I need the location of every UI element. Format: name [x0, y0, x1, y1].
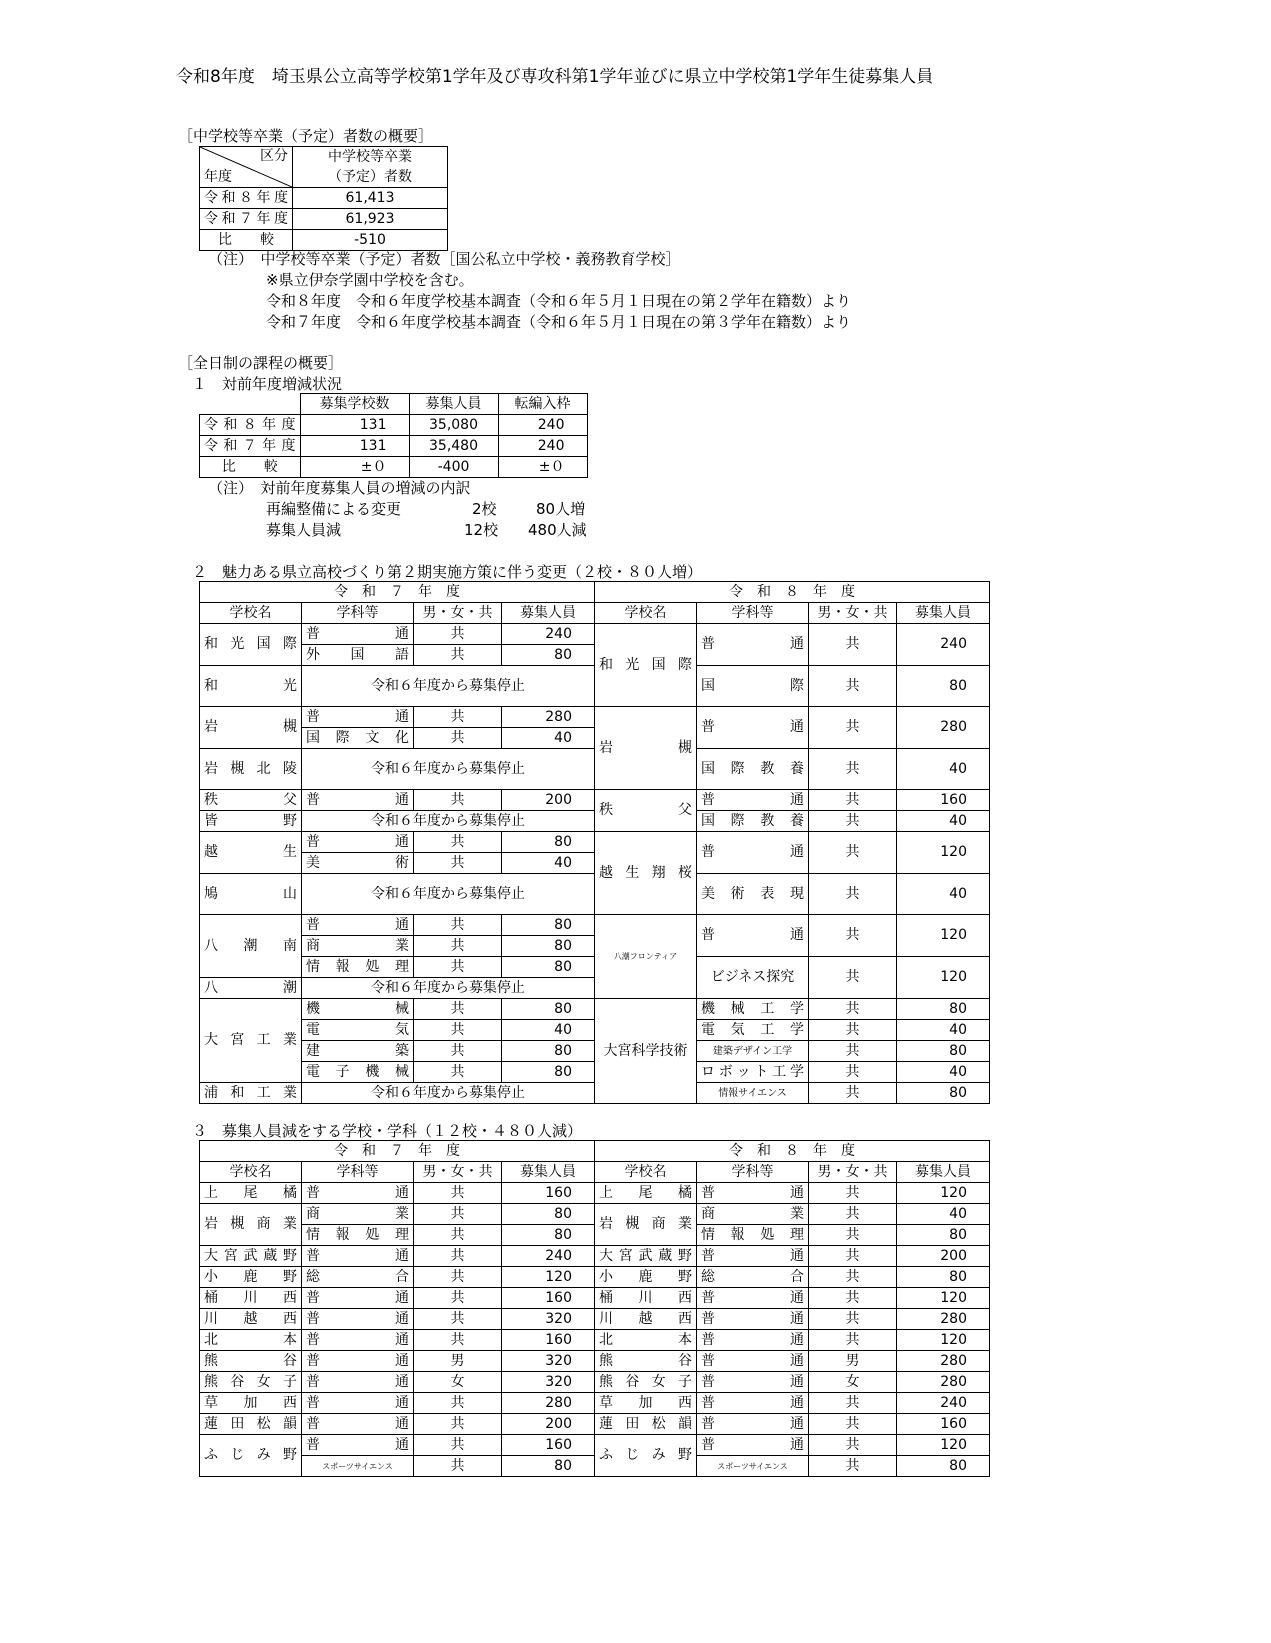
capacity: 120 [897, 1330, 990, 1351]
sex: 共 [414, 707, 502, 728]
sex: 共 [414, 1204, 502, 1225]
dept: 普通 [697, 1330, 809, 1351]
school-name: 皆野 [200, 811, 302, 832]
school-name: 大宮科学技術 [595, 999, 697, 1104]
reduction-table [199, 1140, 990, 1477]
dept: 普通 [697, 1288, 809, 1309]
sex: 共 [414, 957, 502, 978]
header-dept: 学科等 [302, 603, 414, 624]
dept: 美術 [302, 853, 414, 874]
school-name: 岩槻 [200, 707, 302, 749]
dept: 普通 [302, 624, 414, 645]
capacity: 40 [502, 853, 595, 874]
dept: 商業 [697, 1204, 809, 1225]
school-name: 越生翔桜 [595, 832, 697, 915]
capacity: 40 [897, 749, 990, 790]
dept: 普通 [697, 790, 809, 811]
dept: 普通 [302, 1351, 414, 1372]
capacity: 80 [897, 1456, 990, 1477]
table-row [200, 1372, 990, 1393]
capacity: 120 [502, 1267, 595, 1288]
school-name: 浦和工業 [200, 1083, 302, 1104]
capacity: 120 [897, 832, 990, 874]
capacity: 280 [897, 1372, 990, 1393]
capacity: 280 [502, 707, 595, 728]
header-sex: 男・女・共 [414, 603, 502, 624]
school-name: 秩父 [200, 790, 302, 811]
capacity: 240 [897, 1393, 990, 1414]
capacity: 80 [897, 666, 990, 707]
capacity: 80 [897, 1267, 990, 1288]
sex: 共 [809, 790, 897, 811]
capacity: 40 [897, 1020, 990, 1041]
school-name: 桶川西 [200, 1288, 302, 1309]
dept: 外国語 [302, 645, 414, 666]
sex: 共 [809, 1020, 897, 1041]
school-name: 川越西 [200, 1309, 302, 1330]
capacity: 200 [502, 1414, 595, 1435]
dept: 国際教養 [697, 811, 809, 832]
sex: 共 [809, 1330, 897, 1351]
capacity: 280 [502, 1393, 595, 1414]
capacity: 320 [502, 1372, 595, 1393]
sex: 共 [414, 1288, 502, 1309]
header-sex: 男・女・共 [809, 603, 897, 624]
dept: 普通 [697, 1246, 809, 1267]
capacity: 160 [502, 1435, 595, 1456]
capacity-value: 35,080 [409, 415, 498, 436]
table-row [200, 1246, 990, 1267]
capacity: 160 [897, 1414, 990, 1435]
stopped-note: 令和６年度から募集停止 [302, 749, 595, 790]
row-label: 令和７年度 [200, 436, 301, 457]
row-label: 令和７年度 [200, 209, 293, 230]
capacity-value: 35,480 [409, 436, 498, 457]
header-school: 学校名 [200, 1162, 302, 1183]
school-name: 大宮武蔵野 [200, 1246, 302, 1267]
capacity: 320 [502, 1351, 595, 1372]
dept: 普通 [697, 1309, 809, 1330]
header-sex: 男・女・共 [414, 1162, 502, 1183]
sex: 共 [809, 1225, 897, 1246]
school-name: 小鹿野 [200, 1267, 302, 1288]
sex: 共 [809, 1204, 897, 1225]
capacity: 80 [502, 999, 595, 1020]
table-row [200, 1414, 990, 1435]
sex: 共 [809, 1435, 897, 1456]
sex: 共 [809, 666, 897, 707]
school-name: 北本 [200, 1330, 302, 1351]
sex: 共 [414, 915, 502, 936]
header-transfer: 転編入枠 [498, 394, 587, 415]
dept: 普通 [697, 1414, 809, 1435]
section-2-heading: ２ 魅力ある県立高校づくり第２期実施方策に伴う変更（２校・８０人増） [192, 563, 703, 581]
sex: 共 [809, 1183, 897, 1204]
sex: 共 [809, 1041, 897, 1062]
dept: 普通 [302, 1372, 414, 1393]
sex: 共 [809, 1393, 897, 1414]
sex: 共 [809, 1062, 897, 1083]
sex: 共 [809, 999, 897, 1020]
dept: 普通 [302, 1414, 414, 1435]
row-value: 61,923 [293, 209, 448, 230]
sex: 共 [809, 874, 897, 915]
dept: 普通 [697, 1372, 809, 1393]
sex: 共 [809, 1267, 897, 1288]
table-row [200, 1393, 990, 1414]
note-line: （注） 対前年度募集人員の増減の内訳 [208, 479, 471, 497]
note-label: 再編整備による変更 [266, 500, 402, 518]
sex: 共 [809, 811, 897, 832]
dept: 普通 [697, 915, 809, 957]
capacity: 240 [502, 1246, 595, 1267]
sex: 共 [414, 1393, 502, 1414]
school-name: 和光国際 [200, 624, 302, 666]
dept: 総合 [697, 1267, 809, 1288]
dept: 機械 [302, 999, 414, 1020]
sex: 共 [414, 1225, 502, 1246]
capacity: 40 [897, 1204, 990, 1225]
sex: 共 [809, 1309, 897, 1330]
school-name: 八潮 [200, 978, 302, 999]
capacity-value: -400 [409, 457, 498, 478]
school-name: 岩槻 [595, 707, 697, 790]
dept: 国際 [697, 666, 809, 707]
capacity: 80 [502, 1456, 595, 1477]
dept: 普通 [302, 915, 414, 936]
header-nendo: 年度 [204, 169, 232, 185]
capacity: 80 [897, 1041, 990, 1062]
capacity: 280 [897, 707, 990, 749]
dept: 商業 [302, 936, 414, 957]
note-line: （注） 中学校等卒業（予定）者数［国公私立中学校・義務教育学校］ [208, 250, 681, 268]
header-dept: 学科等 [302, 1162, 414, 1183]
row-value: -510 [293, 230, 448, 251]
empty-cell [200, 394, 301, 415]
dept: ロボット工学 [697, 1062, 809, 1083]
school-name: 秩父 [595, 790, 697, 832]
capacity: 40 [502, 728, 595, 749]
fulltime-table [199, 393, 588, 478]
note-count: 480人減 [528, 521, 587, 539]
school-name: 八潮南 [200, 915, 302, 978]
header-schools: 募集学校数 [300, 394, 409, 415]
school-name: 熊谷女子 [595, 1372, 697, 1393]
school-name: 北本 [595, 1330, 697, 1351]
sex: 共 [809, 1288, 897, 1309]
dept: 電気工学 [697, 1020, 809, 1041]
sex: 共 [414, 1041, 502, 1062]
capacity: 40 [897, 874, 990, 915]
dept: 普通 [302, 1309, 414, 1330]
sex: 共 [809, 1414, 897, 1435]
school-name: 上尾橘 [595, 1183, 697, 1204]
graduates-heading: ［中学校等卒業（予定）者数の概要］ [178, 127, 434, 145]
school-name: 小鹿野 [595, 1267, 697, 1288]
sex: 共 [414, 1183, 502, 1204]
header-school: 学校名 [595, 1162, 697, 1183]
sex: 共 [809, 915, 897, 957]
table-row [200, 1330, 990, 1351]
school-name: 大宮武蔵野 [595, 1246, 697, 1267]
capacity: 80 [897, 1083, 990, 1104]
row-label: 令和８年度 [200, 188, 293, 209]
school-name: 和光 [200, 666, 302, 707]
school-name: 八潮フロンティア [595, 915, 697, 999]
table-row [200, 1183, 990, 1204]
sex: 共 [809, 957, 897, 999]
capacity: 280 [897, 1351, 990, 1372]
capacity: 120 [897, 915, 990, 957]
capacity: 80 [502, 1062, 595, 1083]
school-name: ふじみ野 [200, 1435, 302, 1477]
capacity: 280 [897, 1309, 990, 1330]
dept: 建築デザイン工学 [697, 1041, 809, 1062]
header-school: 学校名 [200, 603, 302, 624]
sex: 共 [414, 1435, 502, 1456]
dept: 普通 [302, 1246, 414, 1267]
row-label: 比 較 [200, 230, 293, 251]
capacity: 80 [897, 1225, 990, 1246]
school-name: 熊谷 [200, 1351, 302, 1372]
sex: 共 [414, 645, 502, 666]
sex: 共 [809, 1456, 897, 1477]
header-kubun: 区分 [260, 148, 288, 164]
capacity: 80 [502, 957, 595, 978]
dept: 普通 [302, 1183, 414, 1204]
stopped-note: 令和６年度から募集停止 [302, 874, 595, 915]
header-capacity: 募集人員 [897, 603, 990, 624]
school-name: 鳩山 [200, 874, 302, 915]
header-graduates: 中学校等卒業 （予定）者数 [293, 147, 448, 188]
row-value: 61,413 [293, 188, 448, 209]
r7-header: 令 和 ７ 年 度 [200, 582, 595, 603]
capacity: 320 [502, 1309, 595, 1330]
dept: 情報処理 [302, 1225, 414, 1246]
capacity: 80 [502, 645, 595, 666]
note-label: 募集人員減 [266, 521, 342, 539]
reduction-table-body [200, 1183, 990, 1477]
fulltime-heading: ［全日制の課程の概要］ [178, 354, 344, 372]
section-3-heading: ３ 募集人員減をする学校・学科（１２校・４８０人減） [192, 1122, 583, 1140]
sex: 共 [414, 624, 502, 645]
note-line: 令和７年度 令和６年度学校基本調査（令和６年５月１日現在の第３学年在籍数）より [266, 313, 852, 331]
school-name: 岩槻北陵 [200, 749, 302, 790]
dept: スポーツサイエンス [697, 1456, 809, 1477]
sex: 共 [414, 999, 502, 1020]
graduates-table [199, 146, 448, 251]
diagonal-header-cell [200, 147, 293, 188]
sex: 共 [414, 1330, 502, 1351]
school-name: 蓮田松韻 [595, 1414, 697, 1435]
dept: 商業 [302, 1204, 414, 1225]
capacity: 160 [502, 1183, 595, 1204]
capacity: 80 [502, 1204, 595, 1225]
header-capacity: 募集人員 [502, 1162, 595, 1183]
header-school: 学校名 [595, 603, 697, 624]
note-line: ※県立伊奈学園中学校を含む。 [266, 271, 474, 289]
stopped-note: 令和６年度から募集停止 [302, 1083, 595, 1104]
capacity: 80 [502, 915, 595, 936]
row-label: 令和８年度 [200, 415, 301, 436]
note-schools: 12校 [464, 521, 499, 539]
table-row [200, 1288, 990, 1309]
sex: 女 [414, 1372, 502, 1393]
capacity: 40 [897, 1062, 990, 1083]
dept: 普通 [302, 1330, 414, 1351]
dept: 情報処理 [302, 957, 414, 978]
capacity: 160 [502, 1288, 595, 1309]
capacity: 80 [502, 1041, 595, 1062]
schools-value: 131 [300, 436, 409, 457]
dept: 電子機械 [302, 1062, 414, 1083]
school-name: 熊谷 [595, 1351, 697, 1372]
dept: 普通 [302, 790, 414, 811]
capacity: 40 [897, 811, 990, 832]
table-row [200, 1435, 990, 1456]
schools-value: ±０ [300, 457, 409, 478]
capacity: 200 [897, 1246, 990, 1267]
header-capacity: 募集人員 [409, 394, 498, 415]
school-name: 草加西 [595, 1393, 697, 1414]
dept: 普通 [697, 624, 809, 666]
sex: 共 [809, 749, 897, 790]
dept: 建築 [302, 1041, 414, 1062]
capacity: 240 [897, 624, 990, 666]
dept: 総合 [302, 1267, 414, 1288]
school-name: 草加西 [200, 1393, 302, 1414]
capacity: 160 [502, 1330, 595, 1351]
dept: 機械工学 [697, 999, 809, 1020]
sex: 男 [809, 1351, 897, 1372]
sex: 共 [809, 707, 897, 749]
r8-header: 令 和 ８ 年 度 [595, 582, 990, 603]
table-row [200, 1267, 990, 1288]
dept: 電気 [302, 1020, 414, 1041]
header-dept: 学科等 [697, 1162, 809, 1183]
dept: 普通 [697, 1435, 809, 1456]
dept: 普通 [302, 1435, 414, 1456]
sex: 共 [809, 832, 897, 874]
row-label: 比 較 [200, 457, 301, 478]
capacity: 120 [897, 1435, 990, 1456]
section-1-heading: １ 対前年度増減状況 [192, 375, 343, 393]
dept: スポーツサイエンス [302, 1456, 414, 1477]
sex: 共 [809, 1246, 897, 1267]
note-line: 令和８年度 令和６年度学校基本調査（令和６年５月１日現在の第２学年在籍数）より [266, 292, 852, 310]
sex: 共 [414, 1309, 502, 1330]
school-name: 桶川西 [595, 1288, 697, 1309]
schools-value: 131 [300, 415, 409, 436]
capacity: 200 [502, 790, 595, 811]
note-schools: 2校 [472, 500, 497, 518]
sex: 共 [809, 624, 897, 666]
sex: 共 [414, 1020, 502, 1041]
table-row [200, 1309, 990, 1330]
header-capacity: 募集人員 [502, 603, 595, 624]
school-name: 岩槻商業 [200, 1204, 302, 1246]
stopped-note: 令和６年度から募集停止 [302, 666, 595, 707]
school-name: 和光国際 [595, 624, 697, 707]
dept: 普通 [697, 1351, 809, 1372]
capacity: 120 [897, 957, 990, 999]
header-capacity: 募集人員 [897, 1162, 990, 1183]
sex: 共 [414, 1246, 502, 1267]
sex: 共 [414, 790, 502, 811]
capacity: 80 [502, 1225, 595, 1246]
dept: 普通 [697, 1393, 809, 1414]
sex: 共 [414, 1267, 502, 1288]
transfer-value: ±０ [498, 457, 587, 478]
header-sex: 男・女・共 [809, 1162, 897, 1183]
dept: 美術表現 [697, 874, 809, 915]
capacity: 80 [502, 832, 595, 853]
capacity: 80 [502, 936, 595, 957]
dept: 普通 [697, 832, 809, 874]
transfer-value: 240 [498, 415, 587, 436]
dept: 普通 [302, 1393, 414, 1414]
page-title: 令和8年度 埼玉県公立高等学校第1学年及び専攻科第1学年並びに県立中学校第1学年生徒募集人員 [176, 67, 934, 87]
dept: 情報処理 [697, 1225, 809, 1246]
school-name: 岩槻商業 [595, 1204, 697, 1246]
stopped-note: 令和６年度から募集停止 [302, 978, 595, 999]
table-row [200, 1351, 990, 1372]
school-name: 上尾橘 [200, 1183, 302, 1204]
sex: 女 [809, 1372, 897, 1393]
capacity: 120 [897, 1183, 990, 1204]
sex: 共 [414, 832, 502, 853]
table-row [200, 1204, 990, 1225]
capacity: 120 [897, 1288, 990, 1309]
dept: 国際教養 [697, 749, 809, 790]
sex: 共 [414, 936, 502, 957]
header-dept: 学科等 [697, 603, 809, 624]
school-name: 熊谷女子 [200, 1372, 302, 1393]
school-name: 越生 [200, 832, 302, 874]
school-name: 蓮田松韻 [200, 1414, 302, 1435]
dept: 普通 [302, 707, 414, 728]
school-name: 大宮工業 [200, 999, 302, 1083]
school-name: 川越西 [595, 1309, 697, 1330]
dept: 普通 [302, 832, 414, 853]
sex: 共 [414, 1456, 502, 1477]
dept: 情報サイエンス [697, 1083, 809, 1104]
r8-header: 令 和 ８ 年 度 [595, 1141, 990, 1162]
sex: 男 [414, 1351, 502, 1372]
dept: 普通 [697, 1183, 809, 1204]
note-count: 80人増 [536, 500, 586, 518]
dept: 普通 [302, 1288, 414, 1309]
sex: 共 [414, 728, 502, 749]
sex: 共 [414, 1414, 502, 1435]
capacity: 80 [897, 999, 990, 1020]
sex: 共 [414, 1062, 502, 1083]
capacity: 40 [502, 1020, 595, 1041]
capacity: 240 [502, 624, 595, 645]
r7-header: 令 和 ７ 年 度 [200, 1141, 595, 1162]
dept: 国際文化 [302, 728, 414, 749]
stopped-note: 令和６年度から募集停止 [302, 811, 595, 832]
sex: 共 [414, 853, 502, 874]
dept: ビジネス探究 [697, 957, 809, 999]
transfer-value: 240 [498, 436, 587, 457]
capacity: 160 [897, 790, 990, 811]
reorganization-table [199, 581, 990, 1104]
sex: 共 [809, 1083, 897, 1104]
dept: 普通 [697, 707, 809, 749]
school-name: ふじみ野 [595, 1435, 697, 1477]
